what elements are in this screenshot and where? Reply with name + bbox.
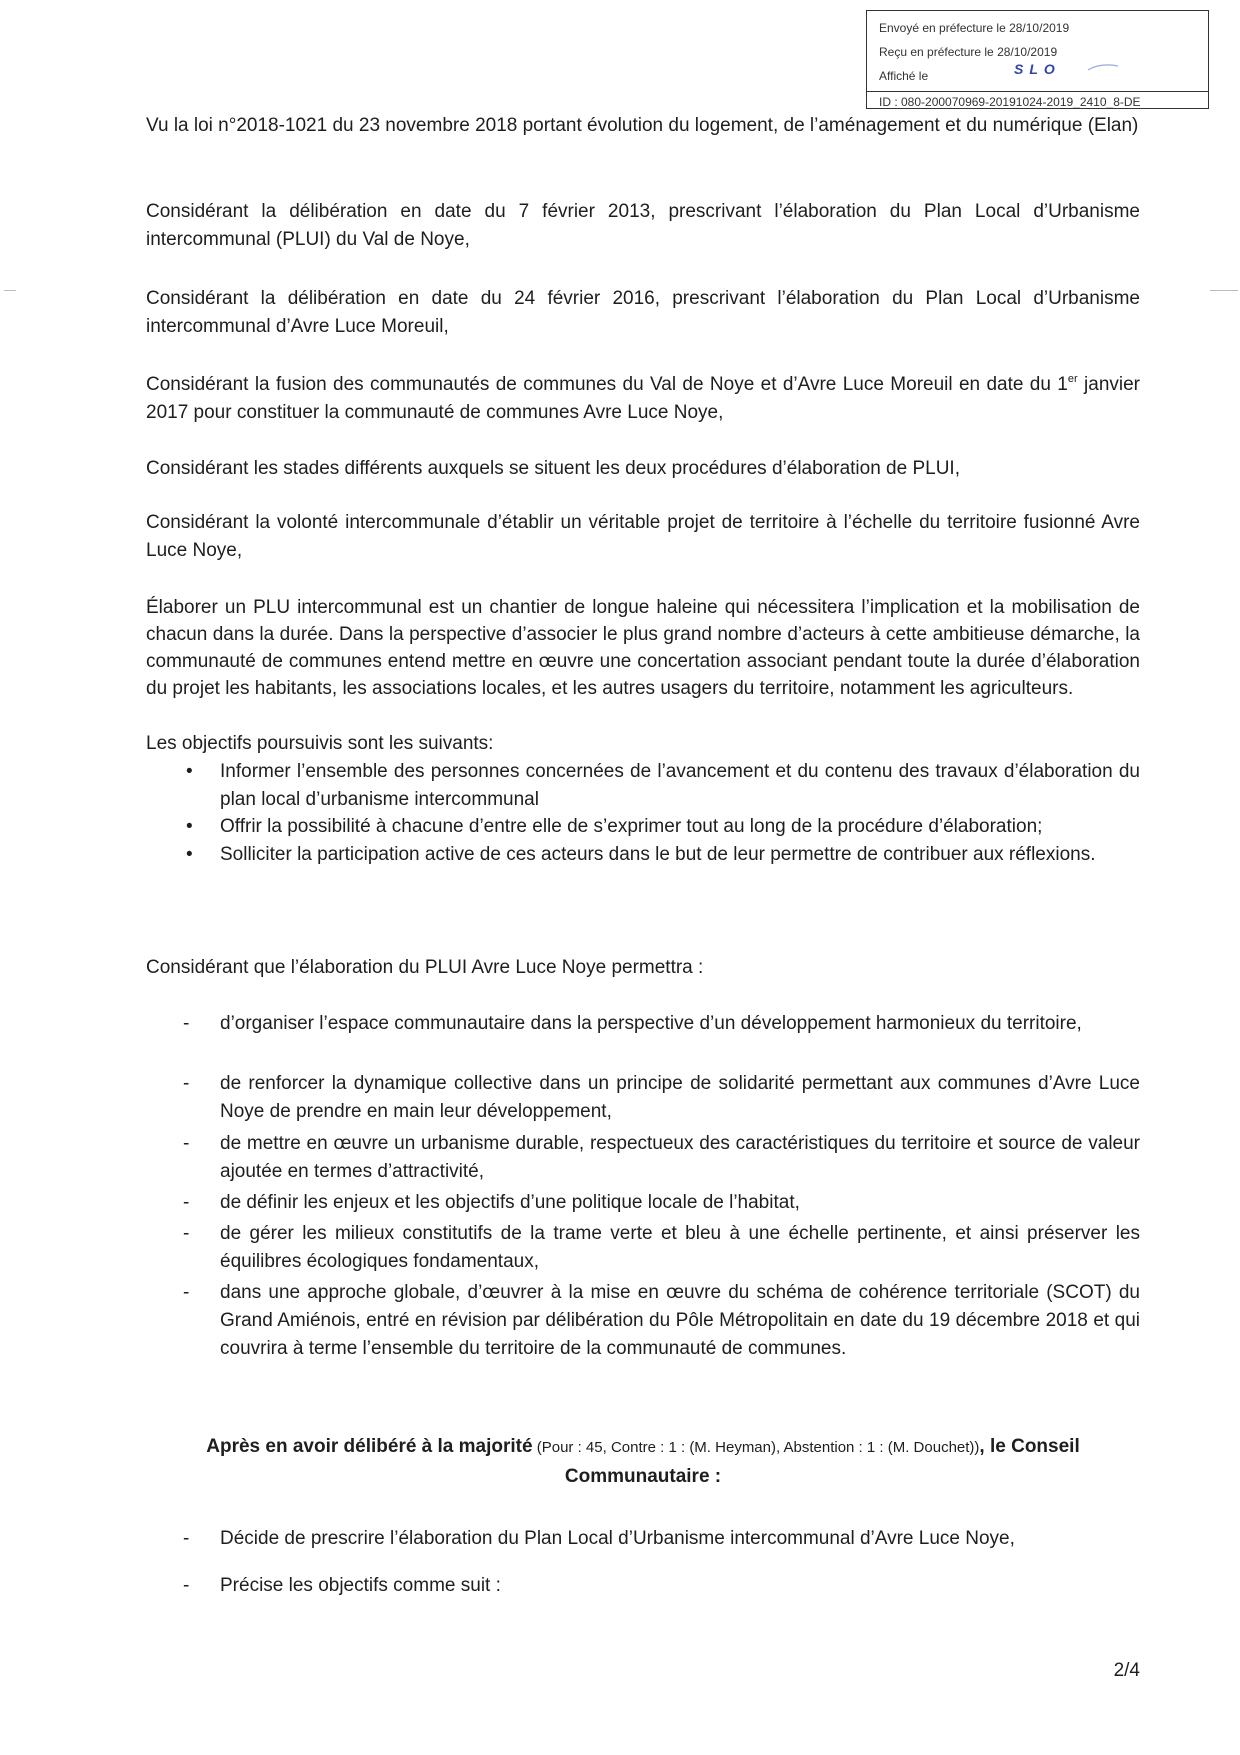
stamp-posted: Affiché le [879, 69, 929, 83]
paragraph-pluI-enables: Considérant que l’élaboration du PLUI Avre Luce Noye permettra : [146, 957, 704, 978]
prefecture-stamp [866, 10, 1209, 109]
page-number: 2/4 [1113, 1660, 1140, 1681]
dash-mark: - [183, 1073, 190, 1094]
slo-logo [1010, 62, 1120, 78]
bullet-text: Informer l’ensemble des personnes concernées de l’avancement et du contenu des travaux d’élaboration du plan local d’urbanisme intercommunal [220, 761, 1140, 810]
dash-text: dans une approche globale, d’œuvrer à la mise en œuvre du schéma de cohérence territoriale (SCOT) du Grand Amiénois, entré en révision par délibération du Pôle Métropolitain en date du 19 décembre 2018 et qui couvrira à terme l’ensemble du territoire de la communauté de communes. [220, 1282, 1140, 1359]
paragraph-elan-law: Vu la loi n°2018-1021 du 23 novembre 2018 portant évolution du logement, de l’aménagement et du numérique (Elan) [146, 115, 1139, 136]
decision-tail: , le Conseil Communautaire : [564, 1436, 1080, 1487]
merger-superscript: er [1067, 373, 1078, 385]
paragraph-deliberation-2016: Considérant la délibération en date du 24 février 2016, prescrivant l’élaboration du Plan Local d’Urbanisme intercommunal d’Avre Luce Moreuil, [146, 288, 1140, 337]
paragraph-plu-consultation: Élaborer un PLU intercommunal est un chantier de longue haleine qui nécessitera l’implication et la mobilisation de chacun dans la durée. Dans la perspective d’associer le plus grand nombre d’acteurs à cette ambitieuse démarche, la communauté de communes entend mettre en œuvre une concertation associant pendant toute la durée d’élaboration du projet les habitants, les associations locales, et les autres usagers du territoire, notamment les agriculteurs. [146, 597, 1140, 699]
scan-edge-mark [1210, 290, 1238, 291]
dash-mark: - [183, 1575, 190, 1596]
dash-mark: - [183, 1133, 190, 1154]
bullet-mark: • [186, 816, 193, 837]
dash-text: d’organiser l’espace communautaire dans la perspective d’un développement harmonieux du territoire, [220, 1013, 1082, 1034]
stamp-received: Reçu en préfecture le 28/10/2019 [879, 45, 1058, 59]
bullet-mark: • [186, 761, 193, 782]
stamp-sent: Envoyé en préfecture le 28/10/2019 [879, 21, 1070, 35]
paragraph-merger [146, 371, 1140, 427]
merger-text-b: janvier 2017 pour constituer la communauté de communes Avre Luce Noye, [146, 374, 1141, 423]
decision-votes: (Pour : 45, Contre : 1 : (M. Heyman), Abstention : 1 : (M. Douchet)) [532, 1439, 980, 1456]
bullet-text: Offrir la possibilité à chacune d’entre elle de s’exprimer tout au long de la procédure d’élaboration; [220, 816, 1043, 837]
decision-lead: Après en avoir délibéré à la majorité [206, 1436, 533, 1457]
dash-mark: - [183, 1013, 190, 1034]
merger-text-a: Considérant la fusion des communautés de communes du Val de Noye et d’Avre Luce Moreuil en date du 1 [146, 374, 1068, 395]
decision-text: Précise les objectifs comme suit : [220, 1575, 501, 1596]
paragraph-stages: Considérant les stades différents auxquels se situent les deux procédures d’élaboration de PLUI, [146, 458, 960, 479]
svg-text:SLO: SLO [1014, 62, 1061, 77]
decision-text: Décide de prescrire l’élaboration du Plan Local d’Urbanisme intercommunal d’Avre Luce Noye, [220, 1528, 1015, 1549]
dash-mark: - [183, 1192, 190, 1213]
dash-mark: - [183, 1223, 190, 1244]
bullet-mark: • [186, 844, 193, 865]
dash-mark: - [183, 1282, 190, 1303]
scan-edge-mark [4, 290, 16, 291]
paragraph-deliberation-2013: Considérant la délibération en date du 7 février 2013, prescrivant l’élaboration du Plan Local d’Urbanisme intercommunal (PLUI) du Val de Noye, [146, 201, 1140, 250]
decision-heading [146, 1432, 1140, 1491]
paragraph-objectives-intro: Les objectifs poursuivis sont les suivants: [146, 733, 494, 754]
dash-text: de gérer les milieux constitutifs de la trame verte et bleu à une échelle pertinente, et ainsi préserver les équilibres écologiques fondamentaux, [220, 1223, 1140, 1272]
dash-mark: - [183, 1528, 190, 1549]
stamp-id: ID : 080-200070969-20191024-2019_2410_8-DE [867, 91, 1208, 109]
dash-text: de mettre en œuvre un urbanisme durable, respectueux des caractéristiques du territoire et source de valeur ajoutée en termes d’attractivité, [220, 1133, 1140, 1182]
bullet-text: Solliciter la participation active de ces acteurs dans le but de leur permettre de contribuer aux réflexions. [220, 844, 1096, 865]
paragraph-territory-project: Considérant la volonté intercommunale d’établir un véritable projet de territoire à l’échelle du territoire fusionné Avre Luce Noye, [146, 512, 1140, 561]
dash-text: de renforcer la dynamique collective dans un principe de solidarité permettant aux communes d’Avre Luce Noye de prendre en main leur développement, [220, 1073, 1140, 1122]
dash-text: de définir les enjeux et les objectifs d’une politique locale de l’habitat, [220, 1192, 800, 1213]
